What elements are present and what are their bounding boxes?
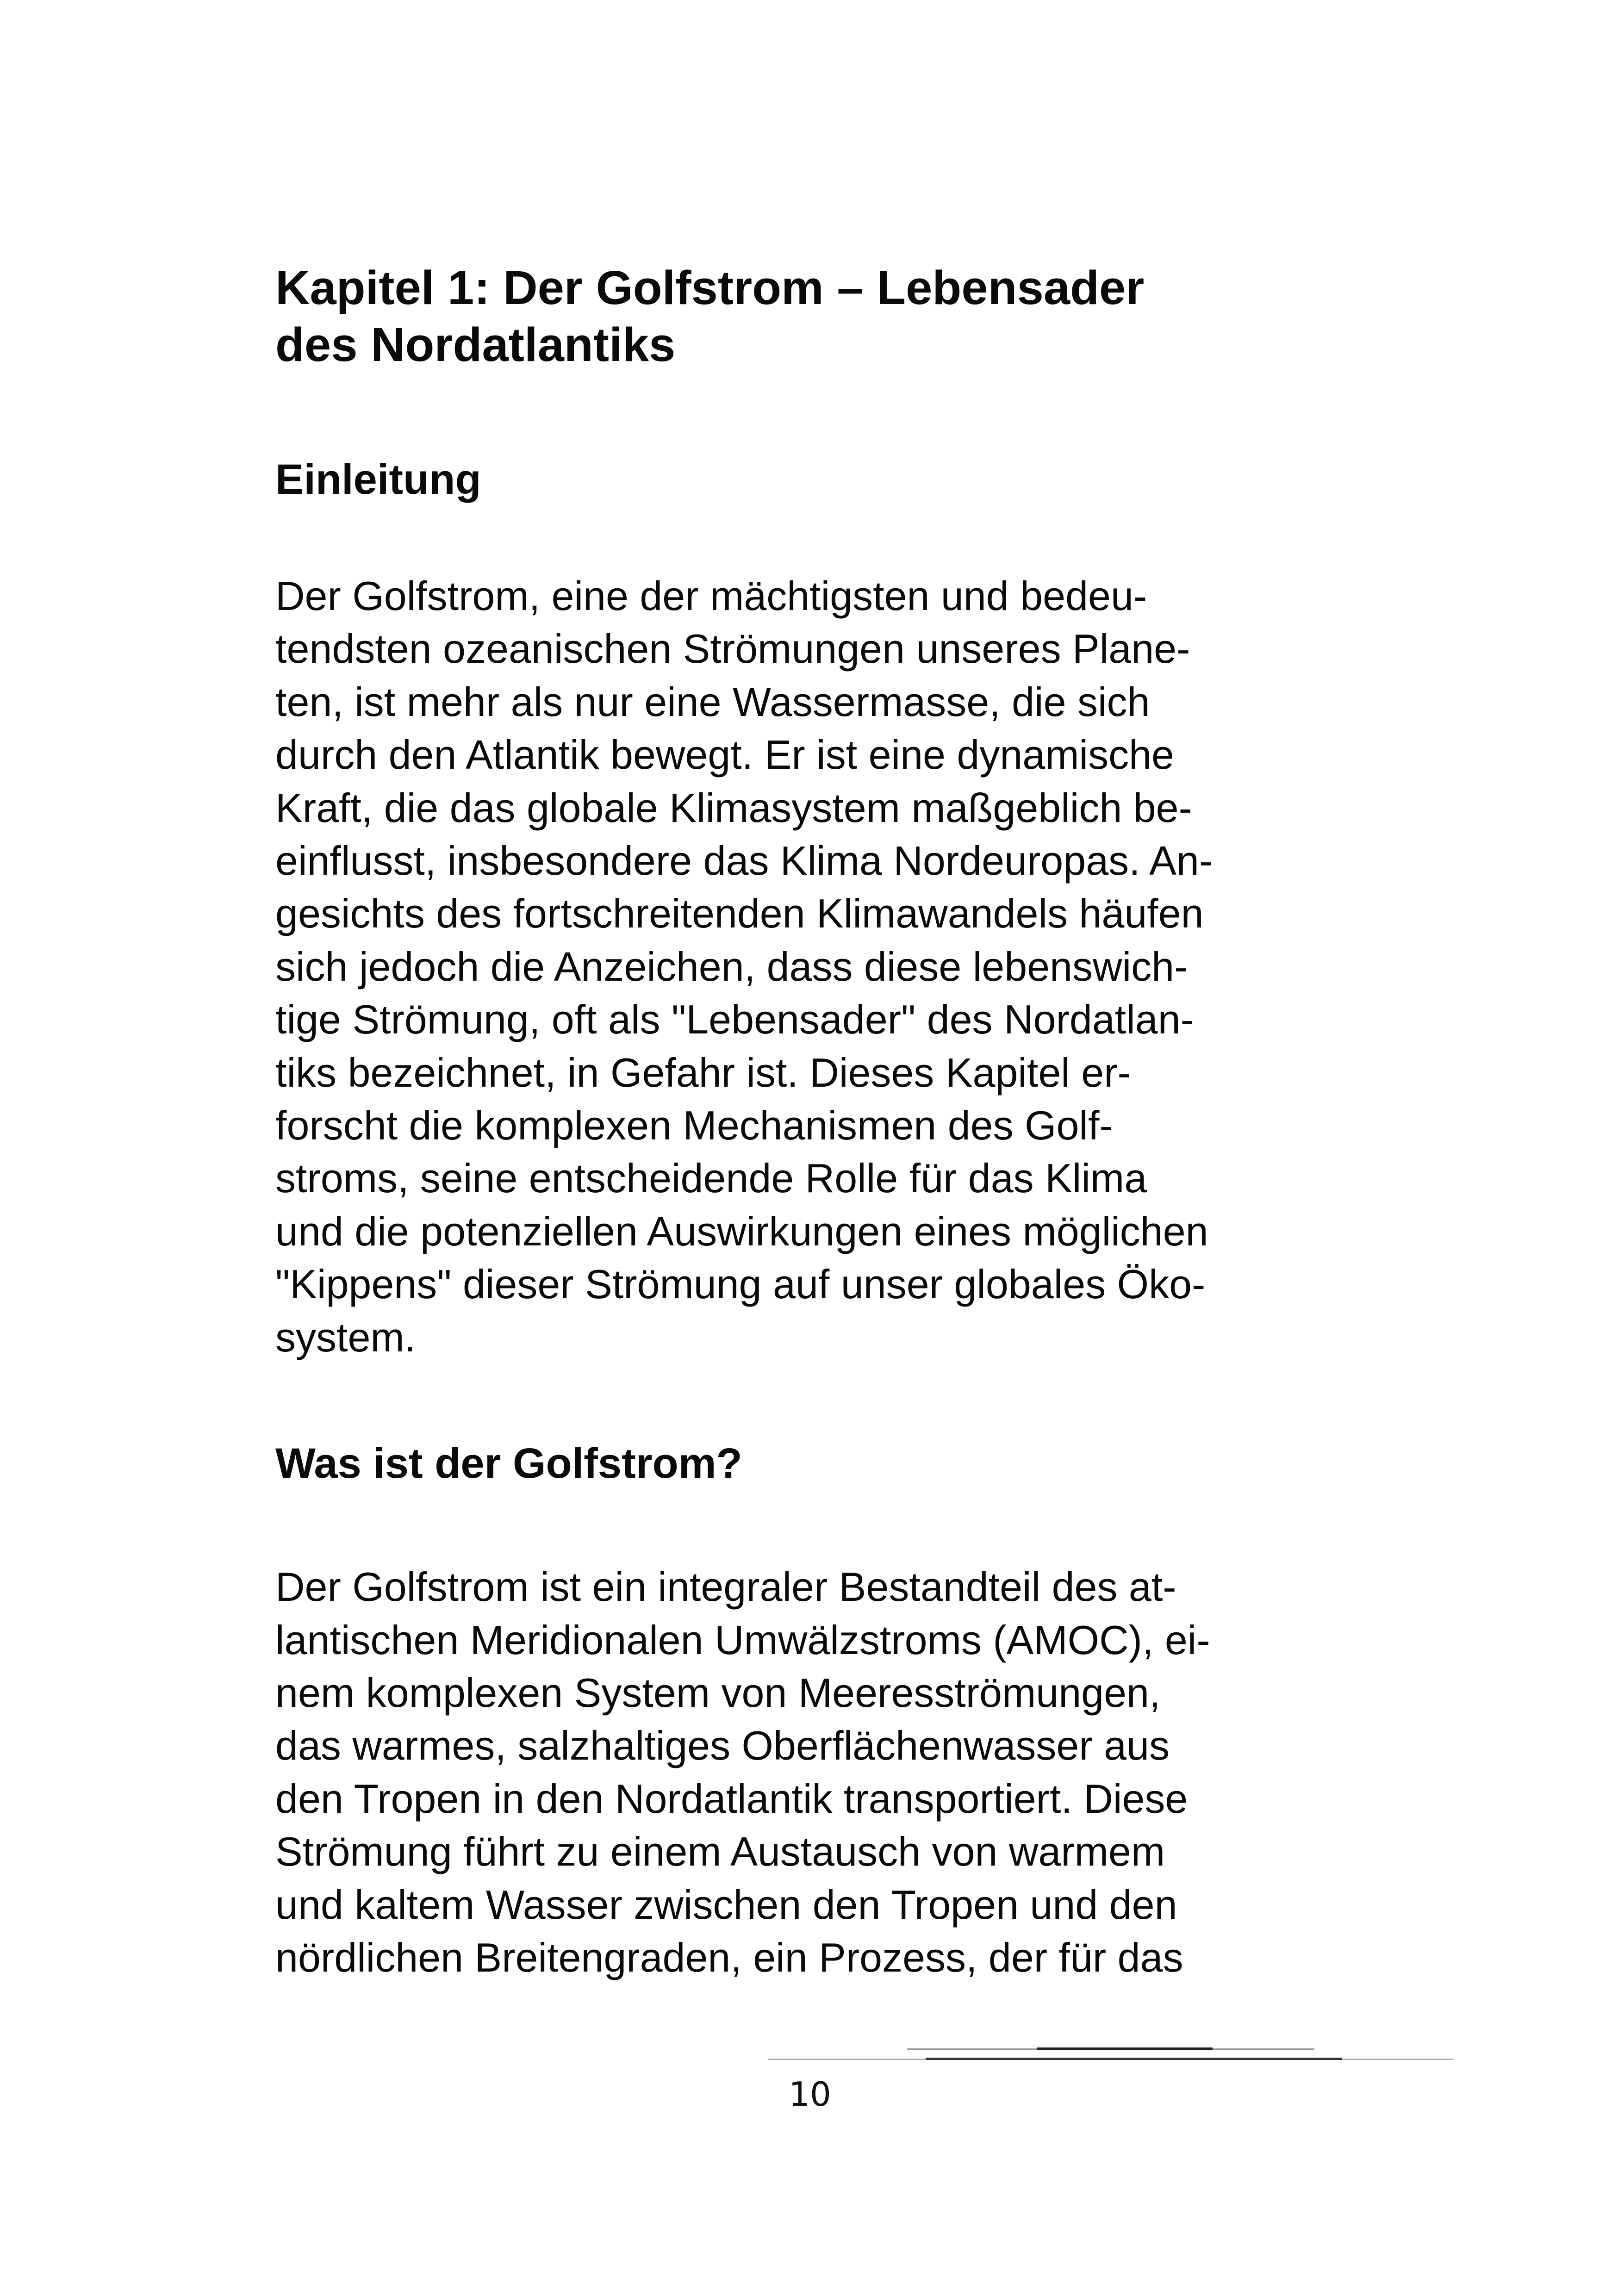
text-line: Strömung führt zu einem Austausch von warmem bbox=[275, 1829, 1165, 1875]
footer-divider bbox=[1037, 2047, 1213, 2050]
paragraph-was-ist-der-golfstrom bbox=[275, 1561, 1349, 1984]
chapter-title bbox=[275, 259, 1349, 373]
text-line: das warmes, salzhaltiges Oberflächenwasser aus bbox=[275, 1723, 1170, 1769]
text-line: ten, ist mehr als nur eine Wassermasse, die sich bbox=[275, 678, 1150, 725]
section-heading-einleitung: Einleitung bbox=[275, 456, 481, 503]
chapter-title-line: Kapitel 1: Der Golfstrom – Lebensader bbox=[275, 261, 1145, 314]
text-line: tige Strömung, oft als "Lebensader" des Nordatlan- bbox=[275, 996, 1194, 1043]
text-line: stroms, seine entscheidende Rolle für das Klima bbox=[275, 1155, 1147, 1201]
text-line: "Kippens" dieser Strömung auf unser globales Öko- bbox=[275, 1261, 1206, 1307]
text-line: gesichts des fortschreitenden Klimawandels häufen bbox=[275, 890, 1204, 937]
page-content bbox=[275, 259, 1349, 1984]
text-line: nördlichen Breitengraden, ein Prozess, der für das bbox=[275, 1934, 1183, 1980]
paragraph-einleitung bbox=[275, 570, 1349, 1364]
text-line: tiks bezeichnet, in Gefahr ist. Dieses Kapitel er- bbox=[275, 1049, 1131, 1095]
text-line: nem komplexen System von Meeresströmungen, bbox=[275, 1669, 1161, 1716]
text-line: und kaltem Wasser zwischen den Tropen und den bbox=[275, 1881, 1177, 1928]
page-number: 10 bbox=[789, 2075, 831, 2114]
text-line: sich jedoch die Anzeichen, dass diese lebenswich- bbox=[275, 943, 1188, 989]
text-line: den Tropen in den Nordatlantik transportiert. Diese bbox=[275, 1775, 1188, 1822]
text-line: system. bbox=[275, 1314, 416, 1360]
text-line: einflusst, insbesondere das Klima Nordeuropas. An- bbox=[275, 838, 1213, 884]
section-heading-was-ist-der-golfstrom: Was ist der Golfstrom? bbox=[275, 1440, 742, 1487]
text-line: forscht die komplexen Mechanismen des Golf- bbox=[275, 1102, 1113, 1149]
text-line: tendsten ozeanischen Strömungen unseres Plane- bbox=[275, 626, 1190, 672]
text-line: lantischen Meridionalen Umwälzstroms (AMOC), ei- bbox=[275, 1617, 1210, 1663]
footer-divider bbox=[926, 2058, 1342, 2060]
text-line: durch den Atlantik bewegt. Er ist eine dynamische bbox=[275, 732, 1174, 778]
text-line: Kraft, die das globale Klimasystem maßgeblich be- bbox=[275, 784, 1192, 831]
chapter-title-line: des Nordatlantiks bbox=[275, 318, 676, 371]
text-line: und die potenziellen Auswirkungen eines möglichen bbox=[275, 1208, 1208, 1254]
text-line: Der Golfstrom, eine der mächtigsten und bedeu- bbox=[275, 573, 1147, 619]
text-line: Der Golfstrom ist ein integraler Bestandteil des at- bbox=[275, 1564, 1176, 1610]
